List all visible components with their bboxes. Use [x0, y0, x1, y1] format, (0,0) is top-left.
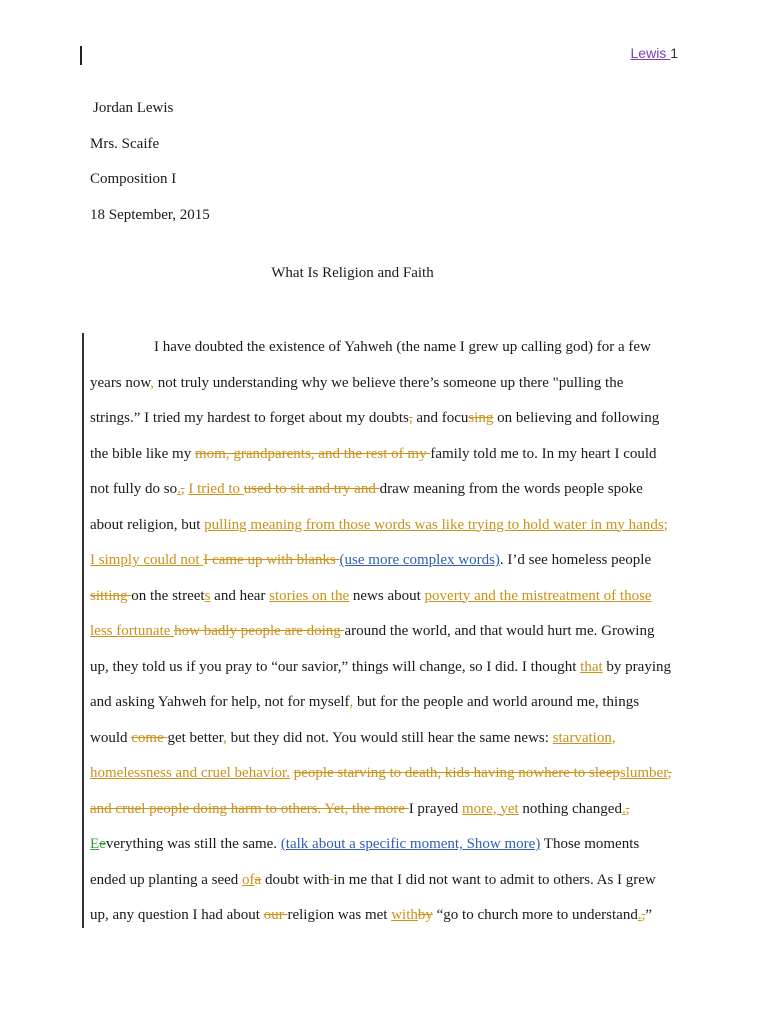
inserted-text[interactable]: pulling meaning from those words was like trying to hold water in my hands;: [204, 516, 668, 533]
text-run[interactable]: in me that I did not want to admit to others. As I grew: [333, 871, 656, 888]
text-run[interactable]: draw meaning from the words people spoke: [379, 481, 643, 497]
inserted-text[interactable]: E: [90, 836, 100, 852]
deleted-text[interactable]: people starving to death, kids having nowhere to sleep: [293, 765, 620, 781]
text-run[interactable]: religion was met: [287, 907, 392, 923]
inserted-text[interactable]: s: [204, 587, 211, 604]
deleted-text[interactable]: ,: [667, 765, 672, 781]
body-line[interactable]: [90, 868, 656, 892]
header-author[interactable]: Lewis: [630, 45, 671, 61]
body-line[interactable]: [90, 584, 652, 608]
teacher-name[interactable]: Mrs. Scaife: [90, 135, 160, 152]
inserted-text[interactable]: with: [391, 907, 418, 923]
deleted-text[interactable]: ,: [641, 907, 646, 923]
comment-note[interactable]: (use more complex words): [339, 552, 500, 568]
deleted-text[interactable]: our: [263, 907, 288, 923]
inserted-text[interactable]: that: [580, 658, 603, 675]
text-run[interactable]: and hear: [210, 587, 270, 604]
text-run[interactable]: but for the people and world around me, things: [353, 694, 640, 710]
mla-heading: [90, 91, 210, 233]
deleted-text[interactable]: ,: [180, 481, 185, 497]
text-run[interactable]: about religion, but: [90, 516, 205, 533]
text-run[interactable]: on believing and following: [493, 410, 660, 426]
inserted-text[interactable]: more, yet: [462, 800, 519, 817]
comment-note[interactable]: (talk about a specific moment, Show more): [280, 836, 541, 852]
body-line[interactable]: [90, 726, 616, 750]
deleted-text[interactable]: and cruel people doing harm to others. Yet, the more: [90, 800, 409, 817]
inserted-text[interactable]: of: [242, 871, 255, 888]
text-run[interactable]: and asking Yahweh for help, not for myself: [90, 694, 350, 710]
body-line[interactable]: [90, 442, 657, 466]
inserted-text[interactable]: tried to: [197, 481, 244, 497]
inserted-text[interactable]: .: [621, 800, 626, 817]
essay-title[interactable]: What Is Religion and Faith: [271, 265, 434, 281]
deleted-text[interactable]: e: [99, 836, 106, 852]
deleted-text[interactable]: sing: [468, 410, 494, 426]
text-run[interactable]: Those moments: [540, 836, 640, 852]
inserted-text[interactable]: poverty and the mistreatment of those: [424, 587, 652, 604]
text-run[interactable]: not truly understanding why we believe there’s someone up there "pulling the: [154, 374, 624, 391]
deleted-text[interactable]: I came up with blanks: [203, 552, 340, 568]
text-run[interactable]: years now: [90, 374, 151, 391]
deleted-text[interactable]: by: [417, 907, 433, 923]
text-run[interactable]: “go to church more to understand: [432, 907, 638, 923]
text-run[interactable]: get better: [167, 729, 224, 746]
date-line[interactable]: 18 September, 2015: [90, 206, 210, 223]
deleted-text[interactable]: ,: [625, 800, 630, 817]
text-run[interactable]: would: [90, 729, 132, 746]
deleted-text[interactable]: how badly people are doing: [174, 623, 345, 639]
body-line[interactable]: [90, 619, 654, 643]
text-run[interactable]: not fully do so: [90, 481, 178, 497]
text-run[interactable]: news about: [349, 587, 425, 604]
inserted-text[interactable]: ,: [349, 694, 354, 710]
body-line[interactable]: [90, 690, 639, 714]
body-line[interactable]: [90, 477, 643, 501]
student-name[interactable]: Jordan Lewis: [93, 100, 174, 116]
text-run[interactable]: the bible like my: [90, 445, 195, 462]
text-run[interactable]: I prayed: [408, 800, 462, 817]
inserted-text[interactable]: ,: [223, 729, 227, 746]
text-run[interactable]: up, they told us if you pray to “our savior,” things will change, so I did. I thought: [90, 658, 581, 675]
text-run[interactable]: ”: [645, 907, 652, 923]
text-run[interactable]: around the world, and that would hurt me. Growing: [344, 623, 655, 639]
text-run[interactable]: on the street: [131, 587, 205, 604]
inserted-text[interactable]: stories on the: [269, 587, 350, 604]
text-run[interactable]: . I’d see homeless people: [499, 552, 652, 568]
body-line[interactable]: [154, 335, 651, 359]
inserted-text[interactable]: less fortunate: [90, 623, 175, 639]
inserted-text[interactable]: homelessness and cruel behavior.: [90, 765, 290, 781]
body-line[interactable]: [90, 406, 659, 430]
text-run[interactable]: nothing changed: [518, 800, 622, 817]
inserted-text[interactable]: starvation,: [552, 729, 616, 746]
text-run[interactable]: and focu: [412, 410, 469, 426]
inserted-text[interactable]: I simply could not: [90, 552, 204, 568]
deleted-text[interactable]: used to sit and try and: [243, 481, 380, 497]
text-run[interactable]: family told me to. In my heart I could: [430, 445, 657, 462]
page-header: [631, 45, 678, 61]
deleted-text[interactable]: come: [131, 729, 168, 746]
deleted-text[interactable]: mom, grandparents, and the rest of my: [194, 445, 431, 462]
course-name[interactable]: Composition I: [90, 171, 177, 188]
text-run[interactable]: but they did not. You would still hear the same news:: [226, 729, 553, 746]
text-run[interactable]: I have doubted the existence of Yahweh (the name I grew up calling god) for a few: [154, 339, 651, 355]
text-run[interactable]: up, any question I had about: [90, 907, 264, 923]
text-run[interactable]: verything was still the same.: [105, 836, 281, 852]
inserted-text[interactable]: ,: [150, 374, 155, 391]
body-line[interactable]: [90, 655, 671, 679]
text-run[interactable]: ended up planting a seed: [90, 871, 243, 888]
deleted-text[interactable]: ,: [408, 410, 413, 426]
body-line[interactable]: [90, 371, 623, 395]
text-cursor: [80, 46, 82, 65]
inserted-text[interactable]: I: [188, 481, 198, 497]
text-run[interactable]: strings.” I tried my hardest to forget about my doubts: [90, 410, 409, 426]
body-line[interactable]: [90, 797, 629, 821]
inserted-text[interactable]: .: [177, 481, 181, 497]
header-page-number: 1: [670, 45, 678, 61]
deleted-text[interactable]: a: [254, 871, 262, 888]
text-run[interactable]: doubt with: [261, 871, 330, 888]
inserted-text[interactable]: .: [637, 907, 642, 923]
deleted-text[interactable]: sitting: [90, 587, 132, 604]
body-line[interactable]: [90, 513, 668, 537]
body-line[interactable]: [90, 761, 671, 785]
body-line[interactable]: [90, 832, 639, 856]
body-line[interactable]: [90, 903, 652, 927]
tracked-change-bar: [82, 333, 84, 928]
text-run[interactable]: by praying: [602, 658, 671, 675]
inserted-text[interactable]: slumber: [619, 765, 668, 781]
body-line[interactable]: [90, 548, 651, 572]
